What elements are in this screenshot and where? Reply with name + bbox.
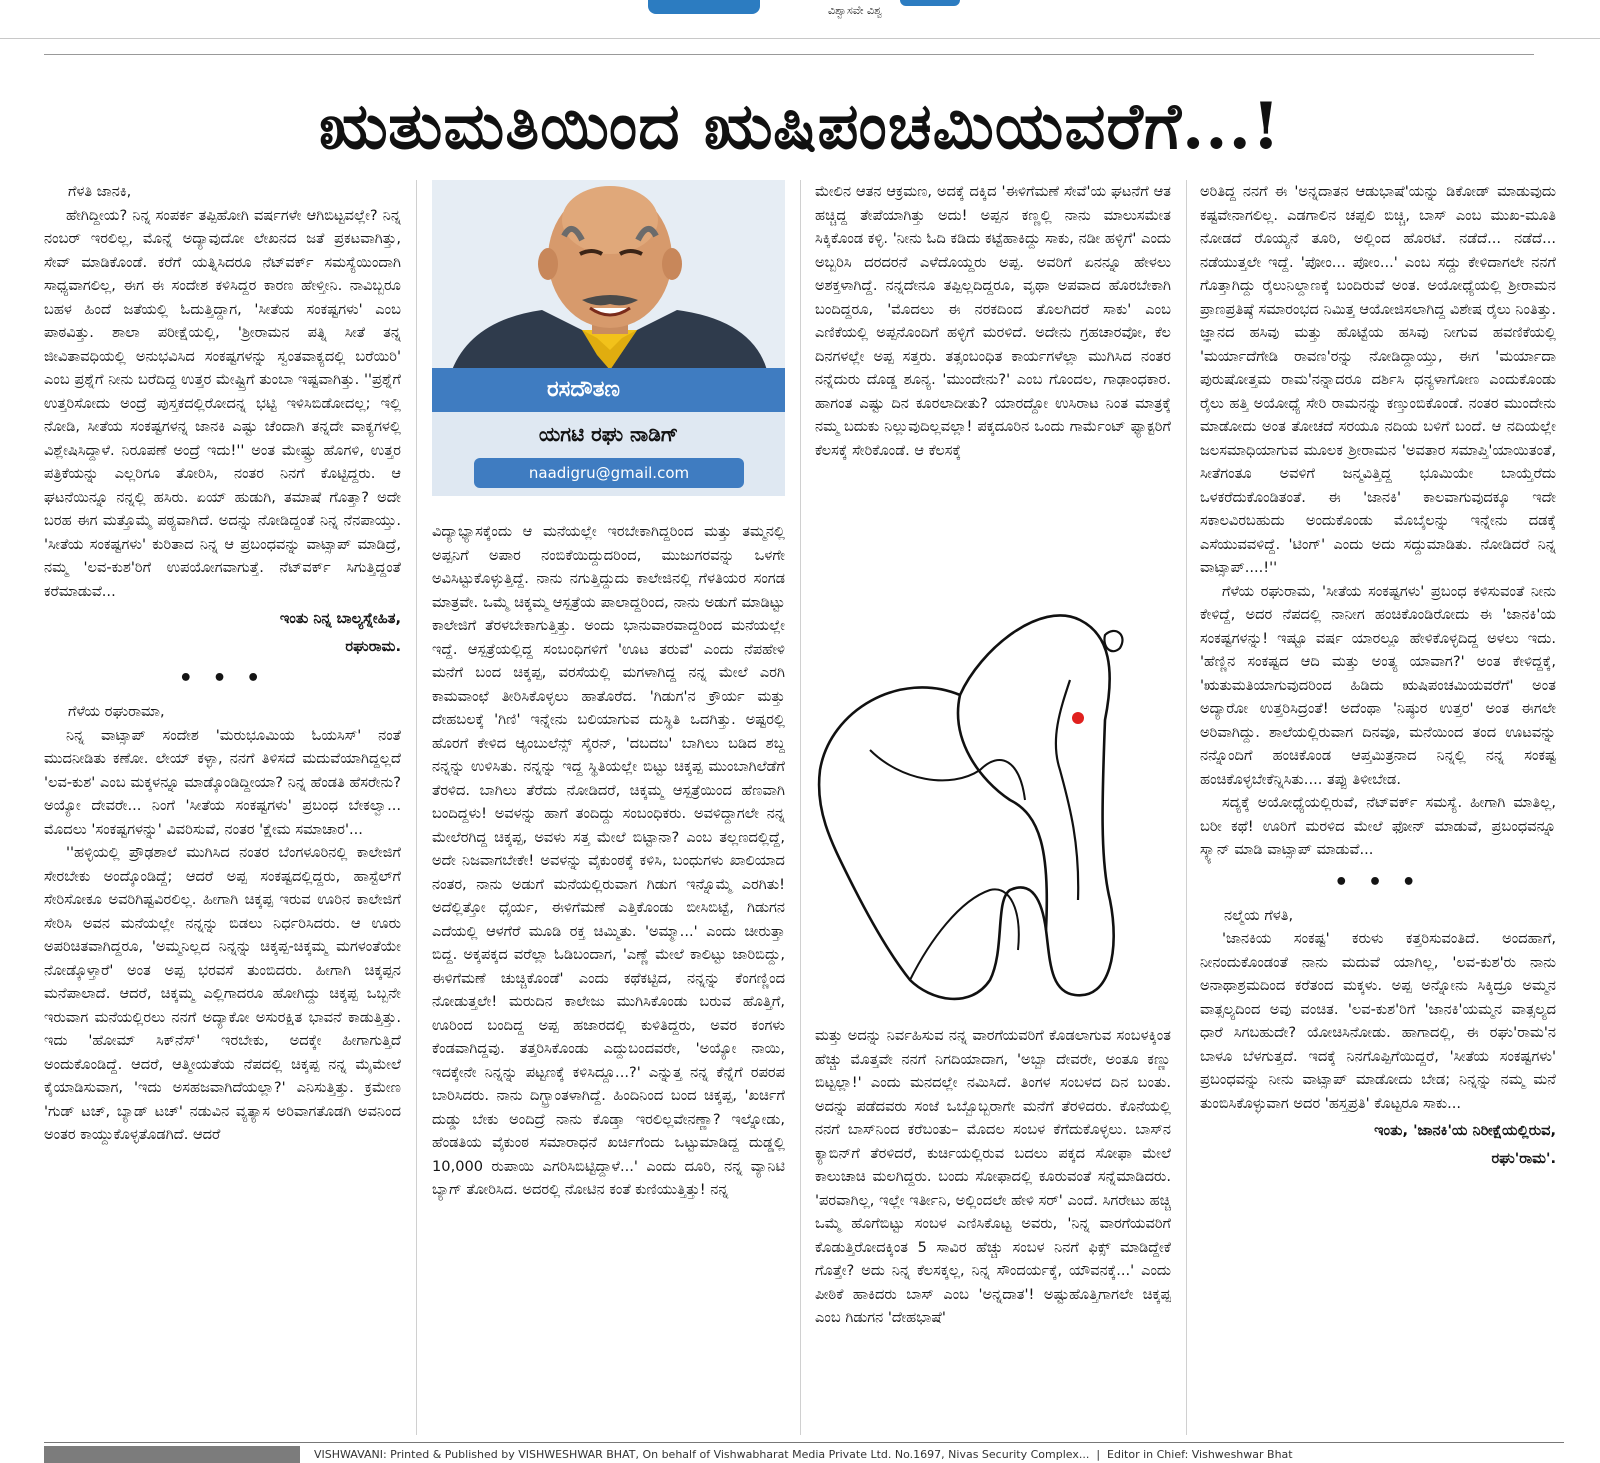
- top-rule: [44, 54, 1534, 55]
- column-divider: [416, 180, 417, 1435]
- column-divider: [1186, 180, 1187, 1435]
- column-3-top: [815, 180, 1171, 570]
- section-separator: • • •: [178, 666, 267, 691]
- column-3-bottom: [815, 1024, 1171, 1435]
- footer-imprint: VISHWAVANI: Printed & Published by VISHWESHWAR BHAT, On behalf of Vishwabharat Media Private Ltd. No.1697, Nivas Security Complex...: [314, 1448, 1090, 1461]
- masthead: [0, 0, 1600, 40]
- newspaper-logo-part: [900, 0, 960, 6]
- paragraph: ''ಹಳ್ಳಿಯಲ್ಲಿ ಪ್ರೌಢಶಾಲೆ ಮುಗಿಸಿದ ನಂತರ ಬೆಂಗಳೂರಿನಲ್ಲಿ ಕಾಲೇಜಿಗೆ ಸೇರಬೇಕು ಅಂದ್ಕೊಂಡಿದ್ದೆ; ಆದರೆ ಅಪ್ಪ ಸಂಕಷ್ಟದಲ್ಲಿದ್ದರು, ಹಾಸ್ಟೆಲ್‌ಗೆ ಸೇರಿಸೋಕೂ ಅವರಿಗಿಷ್ಟವಿರಲಿಲ್ಲ. ಹೀಗಾಗಿ ಚಿಕ್ಕಪ್ಪ ಇರುವ ಊರಿನ ಕಾಲೇಜಿಗೆ ಸೇರಿಸಿ ಅವನ ಮನೆಯಲ್ಲೇ ನನ್ನನ್ನು ಬಿಡಲು ನಿರ್ಧರಿಸಿದರು. ಆ ಊರು ಅಪರಿಚಿತವಾಗಿದ್ದರೂ, 'ಅಮ್ಮನಿಲ್ಲದ ನಿನ್ನನ್ನು ಚಿಕ್ಕಪ್ಪ-ಚಿಕ್ಕಮ್ಮ ಮಗಳಂತೆಯೇ ನೋಡ್ಕೊಳ್ತಾರೆ' ಅಂತ ಅಪ್ಪ ಭರವಸೆ ತುಂಬಿದರು. ಹೀಗಾಗಿ ಚಿಕ್ಕಪ್ಪನ ಮನೆಪಾಲಾದೆ. ಆದರೆ, ಚಿಕ್ಕಮ್ಮ ಎಲ್ಲಿಗಾದರೂ ಹೋಗಿದ್ದು ಚಿಕ್ಕಪ್ಪ ಒಬ್ಬನೇ ಇರುವಾಗ ಮನೆಯಲ್ಲಿರಲು ನನಗೆ ಅದ್ಯಾಕೋ ಅಸುರಕ್ಷಿತ ಭಾವನೆ ಕಾಡುತ್ತಿತ್ತು. ಇದು 'ಹೋಮ್ ಸಿಕ್‌ನೆಸ್' ಇರಬೇಕು, ಅದಕ್ಕೇ ಹೀಗಾಗುತ್ತಿದೆ ಅಂದುಕೊಂಡಿದ್ದೆ. ಆದರೆ, ಆತ್ಮೀಯತೆಯ ನೆಪದಲ್ಲಿ ಚಿಕ್ಕಪ್ಪ ನನ್ನ ಮೈಮೇಲೆ ಕೈಯಾಡಿಸುವಾಗ, 'ಇದು ಅಸಹಜವಾಗಿದೆಯಲ್ಲಾ?' ಎನಿಸುತ್ತಿತ್ತು. ಕ್ರಮೇಣ 'ಗುಡ್ ಟಚ್, ಬ್ಯಾಡ್ ಟಚ್' ನಡುವಿನ ವ್ಯತ್ಯಾಸ ಅರಿವಾಗತೊಡಗಿ ಅವನಿಂದ ಅಂತರ ಕಾಯ್ದುಕೊಳ್ಳತೊಡಗಿದೆ. ಆದರೆ: [44, 844, 401, 1143]
- salutation: ಗೆಳತಿ ಜಾನಕಿ,: [68, 183, 132, 200]
- signature-name: ರಘು'ರಾಮ'.: [1491, 1149, 1556, 1167]
- paragraph: ಸದ್ಯಕ್ಕೆ ಅಯೋಧ್ಯೆಯಲ್ಲಿರುವೆ, ನೆಟ್‌ವರ್ಕ್ ಸಮಸ್ಯೆ. ಹೀಗಾಗಿ ಮಾತಿಲ್ಲ, ಬರೀ ಕಥೆ! ಊರಿಗೆ ಮರಳಿದ ಮೇಲೆ ಫೋನ್ ಮಾಡುವೆ, ಪ್ರಬಂಧವನ್ನೂ ಸ್ಕ್ಯಾನ್ ಮಾಡಿ ವಾಟ್ಸಾಪ್ ಮಾಡುವೆ...: [1200, 794, 1556, 858]
- paragraph: ಮೇಲಿನ ಆತನ ಆಕ್ರಮಣ, ಅದಕ್ಕೆ ದಕ್ಕಿದ 'ಈಳಿಗೆಮಣೆ ಸೇವೆ'ಯ ಘಟನೆಗೆ ಆತ ಹಚ್ಚಿದ್ದ ತೇಪೆಯಾಗಿತ್ತು ಅದು! ಅಪ್ಪನ ಕಣ್ಣಲ್ಲಿ ನಾನು ಮಾಲುಸಮೇತ ಸಿಕ್ಕಿಕೊಂಡ ಕಳ್ಳಿ. 'ನೀನು ಓದಿ ಕಡಿದು ಕಟ್ಟೆಹಾಕಿದ್ದು ಸಾಕು, ನಡೀ ಹಳ್ಳಿಗೆ' ಎಂದು ಅಬ್ಬರಿಸಿ ದರದರನೆ ಎಳೆದೊಯ್ದರು ಅಪ್ಪ. ಅವರಿಗೆ ಏನನ್ನೂ ಹೇಳಲು ಅಶಕ್ತಳಾಗಿದ್ದೆ. ನನ್ನದೇನೂ ತಪ್ಪಿಲ್ಲದಿದ್ದರೂ, ವೃಥಾ ಅಪವಾದ ಹೊರಬೇಕಾಗಿ ಬಂದಿದ್ದರೂ, 'ಮೊದಲು ಈ ನರಕದಿಂದ ತೊಲಗಿದರೆ ಸಾಕು' ಎಂಬ ಎಣಿಕೆಯಲ್ಲಿ ಅಪ್ಪನೊಂದಿಗೆ ಹಳ್ಳಿಗೆ ಮರಳಿದೆ. ಅದೇನು ಗ್ರಹಚಾರವೋ, ಕೆಲ ದಿನಗಳಲ್ಲೇ ಅಪ್ಪ ಸತ್ತರು. ತತ್ಸಂಬಂಧಿತ ಕಾರ್ಯಗಳೆಲ್ಲಾ ಮುಗಿಸಿದ ನಂತರ ನನ್ನೆದುರು ದೊಡ್ಡ ಶೂನ್ಯ. 'ಮುಂದೇನು?' ಎಂಬ ಗೊಂದಲ, ಗಾಢಾಂಧಕಾರ. ಹಾಗಂತ ಎಷ್ಟು ದಿನ ಕೂರಲಾದೀತು? ಯಾರದ್ದೋ ಉಸಿರಾಟ ನಿಂತ ಮಾತ್ರಕ್ಕೆ ನಮ್ಮ ಬದುಕು ನಿಲ್ಲುವುದಿಲ್ಲವಲ್ಲಾ! ಪಕ್ಕದೂರಿನ ಒಂದು ಗಾರ್ಮೆಂಟ್ ಫ್ಯಾಕ್ಟರಿಗೆ ಕೆಲಸಕ್ಕೆ ಸೇರಿಕೊಂಡೆ. ಆ ಕೆಲಸಕ್ಕೆ: [815, 183, 1171, 459]
- column-1: [44, 180, 401, 1435]
- paragraph: ಅರಿತಿದ್ದ ನನಗೆ ಈ 'ಅನ್ನದಾತನ ಆಡುಭಾಷೆ'ಯನ್ನು ಡಿಕೋಡ್ ಮಾಡುವುದು ಕಷ್ಟವೇನಾಗಲಿಲ್ಲ. ಎಡಗಾಲಿನ ಚಪ್ಪಲಿ ಬಿಚ್ಚಿ, ಬಾಸ್ ಎಂಬ ಮುಖ-ಮೂತಿ ನೋಡದೆ ರೊಯ್ಯನೆ ತೂರಿ, ಅಲ್ಲಿಂದ ಹೊರಟೆ. ನಡೆದೆ... ನಡೆದೆ... ನಡೆಯುತ್ತಲೇ ಇದ್ದೆ. 'ಪೋಂ... ಪೋಂ...' ಎಂಬ ಸದ್ದು ಕೇಳಿದಾಗಲೇ ನನಗೆ ಗೊತ್ತಾಗಿದ್ದು ರೈಲುನಿಲ್ದಾಣಕ್ಕೆ ಬಂದಿರುವೆ ಅಂತ. ಅಯೋಧ್ಯೆಯಲ್ಲಿ ಶ್ರೀರಾಮನ ಪ್ರಾಣಪ್ರತಿಷ್ಠೆ ಸಮಾರಂಭದ ನಿಮಿತ್ತ ಆಯೋಜಿಸಲಾಗಿದ್ದ ವಿಶೇಷ ರೈಲು ನಿಂತಿತ್ತು. ಜ್ಞಾನದ ಹಸಿವು ಮತ್ತು ಹೊಟ್ಟೆಯ ಹಸಿವು ನೀಗುವ ಹವಣಿಕೆಯಲ್ಲಿ 'ಮರ್ಯಾದೆಗೇಡಿ ರಾವಣ'ರನ್ನು ನೋಡಿದ್ದಾಯ್ತು, ಈಗ 'ಮರ್ಯಾದಾ ಪುರುಷೋತ್ತಮ ರಾಮ'ನನ್ನಾದರೂ ದರ್ಶಿಸಿ ಧನ್ಯಳಾಗೋಣ ಎಂದುಕೊಂಡು ರೈಲು ಹತ್ತಿ ಅಯೋಧ್ಯೆ ಸೇರಿ ರಾಮನನ್ನು ಕಣ್ತುಂಬಿಕೊಂಡೆ. ನಂತರ ಮುಂದೇನು ಮಾಡೋದು ಅಂತ ತೋಚದೆ ಸರಯೂ ನದಿಯ ಬಳಿಗೆ ಬಂದೆ. ಆ ನದಿಯಲ್ಲೇ ಜಲಸಮಾಧಿಯಾಗುವ ಮೂಲಕ ಶ್ರೀರಾಮನ 'ಅವತಾರ ಸಮಾಪ್ತಿ'ಯಾಯಿತಂತೆ, ಸೀತೆಗಂತೂ ಅವಳಿಗೆ ಜನ್ಮವಿತ್ತಿದ್ದ ಭೂಮಿಯೇ ಬಾಯ್ತೆರೆದು ಒಳಕರೆದುಕೊಂಡಿತಂತೆ. ಈ 'ಜಾನಕಿ' ಕಾಲವಾಗುವುದಕ್ಕೂ ಇದೇ ಸಕಾಲವಿರಬಹುದು ಅಂದುಕೊಂಡು ಮೊಬೈಲನ್ನು ಇನ್ನೇನು ದಡಕ್ಕೆ ಎಸೆಯುವವಳಿದ್ದೆ. 'ಟಿಂಗ್' ಎಂದು ಅದು ಸದ್ದುಮಾಡಿತು. ನೋಡಿದರೆ ನಿನ್ನ ವಾಟ್ಸಾಪ್....!'': [1200, 183, 1556, 576]
- column-name: ರಸದೌತಣ: [432, 368, 785, 412]
- headline: ಋತುಮತಿಯಿಂದ ಋಷಿಪಂಚಮಿಯವರೆಗೆ...!: [319, 89, 1281, 164]
- author-portrait: [432, 180, 785, 370]
- footer: VISHWAVANI: Printed & Published by VISHWESHWAR BHAT, On behalf of Vishwabharat Media Private Ltd. No.1697, Nivas Security Complex... | Editor in Chief: Vishweshwar Bhat: [44, 1446, 1564, 1463]
- signature-line: ಇಂತು ನಿನ್ನ ಬಾಲ್ಯಸ್ನೇಹಿತ,: [279, 610, 401, 627]
- newspaper-logo: [648, 0, 760, 14]
- paragraph: ಗೆಳೆಯ ರಘುರಾಮ, 'ಸೀತೆಯ ಸಂಕಷ್ಟಗಳು' ಪ್ರಬಂಧ ಕಳಿಸುವಂತೆ ನೀನು ಕೇಳಿದ್ದೆ, ಅದರ ನೆಪದಲ್ಲಿ ನಾನೀಗ ಹಂಚಿಕೊಂಡಿರೋದು ಈ 'ಜಾನಕಿ'ಯ ಸಂಕಷ್ಟಗಳನ್ನು! ಇಷ್ಟೂ ವರ್ಷ ಯಾರಲ್ಲೂ ಹೇಳಿಕೊಳ್ಳದಿದ್ದ ಅಳಲು ಇದು. 'ಹೆಣ್ಣಿನ ಸಂಕಷ್ಟದ ಆದಿ ಮತ್ತು ಅಂತ್ಯ ಯಾವಾಗ?' ಅಂತ ಕೇಳಿದ್ದಕ್ಕೆ, 'ಋತುಮತಿಯಾಗುವುದರಿಂದ ಹಿಡಿದು ಋಷಿಪಂಚಮಿಯವರೆಗೆ' ಅಂತ ಅದ್ಯಾರೋ ಉತ್ತರಿಸಿದ್ರಂತೆ! ಅದೆಂಥಾ 'ನಿಷ್ಠುರ ಉತ್ತರ' ಅಂತ ಈಗಲೇ ಅರಿವಾಗಿದ್ದು. ಶಾಲೆಯಲ್ಲಿರುವಾಗ ದಿನವೂ, ಮನೆಯಿಂದ ತಂದ ಊಟವನ್ನು ನನ್ನೊಂದಿಗೆ ಹಂಚಿಕೊಂಡ ಆಪ್ತಮಿತ್ರನಾದ ನಿನ್ನಲ್ಲಿ ನನ್ನ ಸಂಕಷ್ಟ ಹಂಚಿಕೊಳ್ಳಬೇಕೆನ್ನಿಸಿತು.... ತಪ್ಪು ತಿಳೀಬೇಡ.: [1200, 582, 1556, 788]
- paragraph: ಹೇಗಿದ್ದೀಯ? ನಿನ್ನ ಸಂಪರ್ಕ ತಪ್ಪಿಹೋಗಿ ವರ್ಷಗಳೇ ಆಗಿಬಿಟ್ಟವಲ್ಲೇ? ನಿನ್ನ ನಂಬರ್ ಇರಲಿಲ್ಲ, ಮೊನ್ನೆ ಅದ್ಯಾವುದೋ ಲೇಖನದ ಜತೆ ಪ್ರಕಟವಾಗಿತ್ತು, ಸೇವ್ ಮಾಡಿಕೊಂಡೆ. ಕರೆಗೆ ಯತ್ನಿಸಿದರೂ ನೆಟ್‌ವರ್ಕ್ ಸಮಸ್ಯೆಯಿಂದಾಗಿ ಸಾಧ್ಯವಾಗಲಿಲ್ಲ, ಈಗ ಈ ಸಂದೇಶ ಕಳಿಸಿದ್ದರ ಕಾರಣ ಹೇಳ್ತೀನಿ. ನಾವಿಬ್ಬರೂ ಬಹಳ ಹಿಂದೆ ಜತೆಯಲ್ಲಿ ಓದುತ್ತಿದ್ದಾಗ, 'ಸೀತೆಯ ಸಂಕಷ್ಟಗಳು' ಎಂಬ ಪಾಠವಿತ್ತು. ಶಾಲಾ ಪರೀಕ್ಷೆಯಲ್ಲಿ, 'ಶ್ರೀರಾಮನ ಪತ್ನಿ ಸೀತೆ ತನ್ನ ಜೀವಿತಾವಧಿಯಲ್ಲಿ ಅನುಭವಿಸಿದ ಸಂಕಷ್ಟಗಳನ್ನು ಸ್ವಂತವಾಕ್ಯದಲ್ಲಿ ಬರೆಯಿರಿ' ಎಂಬ ಪ್ರಶ್ನೆಗೆ ನೀನು ಬರೆದಿದ್ದ ಉತ್ತರ ಮೇಷ್ಟ್ರಿಗೆ ತುಂಬಾ ಇಷ್ಟವಾಗಿತ್ತು. ''ಪ್ರಶ್ನೆಗೆ ಉತ್ತರಿಸೋದು ಅಂದ್ರೆ ಪುಸ್ತಕದಲ್ಲಿರೋದನ್ನ ಭಟ್ಟಿ ಇಳಿಸಿಬಿಡೋದಲ್ಲ; ಇಲ್ಲಿ ನೋಡಿ, ಸೀತೆಯ ಸಂಕಷ್ಟಗಳನ್ನ ಜಾನಕಿ ಎಷ್ಟು ಚೆಂದಾಗಿ ತನ್ನದೇ ವಾಕ್ಯಗಳಲ್ಲಿ ವಿಶ್ಲೇಷಿಸಿದ್ದಾಳೆ. ನಿರೂಪಣೆ ಅಂದ್ರೆ ಇದು!'' ಅಂತ ಮೇಷ್ಟ್ರು ಹೊಗಳಿ, ಉತ್ತರ ಪತ್ರಿಕೆಯನ್ನು ಎಲ್ಲರಿಗೂ ತೋರಿಸಿ, ನಂತರ ನಿನಗೆ ಕೊಟ್ಟಿದ್ದರು. ಆ ಘಟನೆಯಿನ್ನೂ ನನ್ನಲ್ಲಿ ಹಸಿರು. ಏಯ್ ಹುಡುಗಿ, ತಮಾಷೆ ಗೊತ್ತಾ? ಅದೇ ಬರಹ ಈಗ ಮತ್ತೊಮ್ಮೆ ಪಠ್ಯವಾಗಿದೆ. ಅದನ್ನು ನೋಡಿದ್ದಂತೆ ನಿನ್ನ ನೆನಪಾಯ್ತು. 'ಸೀತೆಯ ಸಂಕಷ್ಟಗಳು' ಕುರಿತಾದ ನಿನ್ನ ಆ ಪ್ರಬಂಧವನ್ನು ವಾಟ್ಸಾಪ್ ಮಾಡಿದ್ರೆ, ನಮ್ಮ 'ಲವ-ಕುಶ'ರಿಗೆ ಉಪಯೋಗವಾಗುತ್ತೆ. ನೆಟ್‌ವರ್ಕ್ ಸಿಗುತ್ತಿದ್ದಂತೆ ಕರೆಮಾಡುವೆ...: [44, 206, 401, 600]
- signature-name: ರಘುರಾಮ.: [345, 637, 401, 655]
- masthead-tagline: ವಿಶ್ವಾಸವೇ ವಿಶ್ವ: [828, 4, 883, 17]
- paragraph: ನಿನ್ನ ವಾಟ್ಸಾಪ್ ಸಂದೇಶ 'ಮರುಭೂಮಿಯ ಓಯಸಿಸ್' ನಂತೆ ಮುದನೀಡಿತು ಕಣೋ. ಲೇಯ್ ಕಳ್ಳಾ, ನನಗೆ ತಿಳಿಸದೆ ಮದುವೆಯಾಗಿದ್ದಲ್ಲದೆ 'ಲವ-ಕುಶ' ಎಂಬ ಮಕ್ಕಳನ್ನೂ ಮಾಡ್ಕೊಂಡಿದ್ದೀಯಾ? ನಿನ್ನ ಹೆಂಡತಿ ಹೆಸರೇನು? ಅಯ್ಯೋ ದೇವರೇ... ನಿಂಗೆ 'ಸೀತೆಯ ಸಂಕಷ್ಟಗಳು' ಪ್ರಬಂಧ ಬೇಕಲ್ವಾ... ಮೊದಲು 'ಸಂಕಷ್ಟಗಳನ್ನು' ವಿವರಿಸುವೆ, ನಂತರ 'ಕ್ಷೇಮ ಸಮಾಚಾರ'...: [44, 726, 401, 838]
- author-email: naadigru@gmail.com: [474, 458, 744, 488]
- paragraph: ಮತ್ತು ಅದನ್ನು ನಿರ್ವಹಿಸುವ ನನ್ನ ವಾರಗೆಯವರಿಗೆ ಕೊಡಲಾಗುವ ಸಂಬಳಕ್ಕಿಂತ ಹೆಚ್ಚು ಮೊತ್ತವೇ ನನಗೆ ನಿಗದಿಯಾದಾಗ, 'ಅಬ್ಬಾ ದೇವರೇ, ಅಂತೂ ಕಣ್ಣು ಬಿಟ್ಟಲ್ಲಾ!' ಎಂದು ಮನದಲ್ಲೇ ನಮಿಸಿದೆ. ತಿಂಗಳ ಸಂಬಳದ ದಿನ ಬಂತು. ಅದನ್ನು ಪಡೆದವರು ಸಂಜೆ ಒಬ್ಬೊಬ್ಬರಾಗೇ ಮನೆಗೆ ತೆರಳಿದರು. ಕೊನೆಯಲ್ಲಿ ನನಗೆ ಬಾಸ್‌ನಿಂದ ಕರೆಬಂತು– ಮೊದಲ ಸಂಬಳ ಕೆಗೆದುಕೊಳ್ಳಲು. ಬಾಸ್‌ನ ಕ್ಯಾಬಿನ್‌ಗೆ ತೆರಳಿದರೆ, ಕುರ್ಚಿಯಲ್ಲಿರುವ ಬದಲು ಪಕ್ಕದ ಸೋಫಾ ಮೇಲೆ ಕಾಲುಚಾಚಿ ಮಲಗಿದ್ದರು. ಬಂದು ಸೋಫಾದಲ್ಲಿ ಕೂರುವಂತೆ ಸನ್ನೆಮಾಡಿದರು. 'ಪರವಾಗಿಲ್ಲ, ಇಲ್ಲೇ ಇರ್ತೀನಿ, ಅಲ್ಲಿಂದಲೇ ಹೇಳಿ ಸರ್' ಎಂದೆ. ಸಿಗರೇಟು ಹಚ್ಚಿ ಒಮ್ಮೆ ಹೊಗೆಬಿಟ್ಟು ಸಂಬಳ ಎಣಿಸಿಕೊಟ್ಟ ಅವರು, 'ನಿನ್ನ ವಾರಗೆಯವರಿಗೆ ಕೊಡುತ್ತಿರೋದಕ್ಕಿಂತ 5 ಸಾವಿರ ಹೆಚ್ಚು ಸಂಬಳ ನಿನಗೆ ಫಿಕ್ಸ್ ಮಾಡಿದ್ದೇಕೆ ಗೊತ್ತೇ? ಅದು ನಿನ್ನ ಕೆಲಸಕ್ಕಲ್ಲ, ನಿನ್ನ ಸೌಂದರ್ಯಕ್ಕೆ, ಯೌವನಕ್ಕೆ...' ಎಂದು ಪೀಠಿಕೆ ಹಾಕಿದರು ಬಾಸ್ ಎಂಬ 'ಅನ್ನದಾತ'! ಅಷ್ಟುಹೊತ್ತಿಗಾಗಲೇ ಚಿಕ್ಕಪ್ಪ ಎಂಬ ಗಿಡುಗನ 'ದೇಹಭಾಷೆ': [815, 1027, 1171, 1326]
- byline-box: [432, 180, 785, 496]
- salutation: ಗೆಳೆಯ ರಘುರಾಮಾ,: [68, 703, 165, 720]
- paragraph: 'ಜಾನಕಿಯ ಸಂಕಷ್ಟ' ಕರುಳು ಕತ್ತರಿಸುವಂತಿದೆ. ಅಂದಹಾಗೆ, ನೀನಂದುಕೊಂಡಂತೆ ನಾನು ಮದುವೆ ಯಾಗಿಲ್ಲ, 'ಲವ-ಕುಶ'ರು ನಾನು ಅನಾಥಾಶ್ರಮದಿಂದ ಕರೆತಂದ ಮಕ್ಕಳು. ಅಪ್ಪ ಅನ್ನೋನು ಸಿಕ್ಕಿದ್ರೂ ಅಮ್ಮನ ವಾತ್ಸಲ್ಯದಿಂದ ಅವು ವಂಚಿತ. 'ಲವ-ಕುಶ'ರಿಗೆ 'ಜಾನಕಿ'ಯಮ್ಮನ ವಾತ್ಸಲ್ಯದ ಧಾರೆ ಸಿಗಬಹುದೇ? ಯೋಚಿಸಿನೋಡು. ಹಾಗಾದಲ್ಲಿ, ಈ ರಘು'ರಾಮ'ನ ಬಾಳೂ ಬೆಳಗುತ್ತದೆ. ಇದಕ್ಕೆ ನಿನಗೊಪ್ಪಿಗೆಯಿದ್ದರೆ, 'ಸೀತೆಯ ಸಂಕಷ್ಟಗಳು' ಪ್ರಬಂಧವನ್ನು ನೀನು ವಾಟ್ಸಾಪ್ ಮಾಡೋದು ಬೇಡ; ನಿನ್ನನ್ನು ನಮ್ಮ ಮನೆ ತುಂಬಿಸಿಕೊಳ್ಳುವಾಗ ಅದರ 'ಹಸ್ತಪ್ರತಿ' ಕೊಟ್ಟರೂ ಸಾಕು...: [1200, 930, 1556, 1112]
- column-4: [1200, 180, 1556, 1435]
- signature-line: ಇಂತು, 'ಜಾನಕಿ'ಯ ನಿರೀಕ್ಷೆಯಲ್ಲಿರುವ,: [1374, 1122, 1556, 1139]
- paragraph: ವಿದ್ಯಾಭ್ಯಾಸಕ್ಕೆಂದು ಆ ಮನೆಯಲ್ಲೇ ಇರಬೇಕಾಗಿದ್ದರಿಂದ ಮತ್ತು ತಮ್ಮನಲ್ಲಿ ಅಪ್ಪನಿಗೆ ಅಪಾರ ನಂಬಿಕೆಯಿದ್ದುದರಿಂದ, ಮುಜುಗರವನ್ನು ಒಳಗೇ ಅವಿಸಿಟ್ಟುಕೊಳ್ಳುತ್ತಿದ್ದೆ. ನಾನು ನಗುತ್ತಿದ್ದುದು ಕಾಲೇಜಿನಲ್ಲಿ ಗೆಳತಿಯರ ಸಂಗಡ ಮಾತ್ರವೇ. ಒಮ್ಮೆ ಚಿಕ್ಕಮ್ಮ ಆಸ್ಪತ್ರೆಯ ಪಾಲಾದ್ದರಿಂದ, ನಾನು ಅಡುಗೆ ಮಾಡಿಟ್ಟು ಕಾಲೇಜಿಗೆ ತೆರಳಬೇಕಾಗುತ್ತಿತ್ತು. ಅಂದು ಭಾನುವಾರವಾದ್ದರಿಂದ ಮನೆಯಲ್ಲೇ ಇದ್ದೆ. ಆಸ್ಪತ್ರೆಯಲ್ಲಿದ್ದ ಸಂಬಂಧಿಗಳಿಗೆ 'ಊಟ ತರುವೆ' ಎಂದು ನೆಪಹೇಳಿ ಮನೆಗೆ ಬಂದ ಚಿಕ್ಕಪ್ಪ, ವರಸೆಯಲ್ಲಿ ಮಗಳಾಗಿದ್ದ ನನ್ನ ಮೇಲೆ ಎರಗಿ ಕಾಮವಾಂಛೆ ತೀರಿಸಿಕೊಳ್ಳಲು ಹಾತೊರೆದ. 'ಗಿಡುಗ'ನ ಕ್ರೌರ್ಯ ಮತ್ತು ದೇಹಬಲಕ್ಕೆ 'ಗಿಣಿ' ಇನ್ನೇನು ಬಲಿಯಾಗುವ ದುಸ್ಥಿತಿ ಒದಗಿತ್ತು. ಅಷ್ಟರಲ್ಲಿ ಹೊರಗೆ ಕೇಳಿದ ಆ್ಯಂಬುಲೆನ್ಸ್ ಸೈರನ್, 'ದಬದಬ' ಬಾಗಿಲು ಬಡಿದ ಶಬ್ದ ನನ್ನನ್ನು ಉಳಿಸಿತು. ನನ್ನನ್ನು ಇದ್ದ ಸ್ಥಿತಿಯಲ್ಲೇ ಬಿಟ್ಟು ಚಿಕ್ಕಪ್ಪ ಮುಂಬಾಗಿಲೆಡೆಗೆ ತೆರಳಿದ. ಬಾಗಿಲು ತೆರೆದು ನೋಡಿದರೆ, ಚಿಕ್ಕಮ್ಮ ಆಸ್ಪತ್ರೆಯಿಂದ ಹೆಣವಾಗಿ ಬಂದಿದ್ದಳು! ಅವಳನ್ನು ಹಾಗೆ ತಂದಿದ್ದು ಸಂಬಂಧಿಕರು. ಅವಳಿದ್ದಾಗಲೇ ನನ್ನ ಮೇಲೆರಗಿದ್ದ ಚಿಕ್ಕಪ್ಪ, ಅವಳು ಸತ್ತ ಮೇಲೆ ಬಿಟ್ಟಾನಾ? ಎಂಬ ತಲ್ಲಣದಲ್ಲಿದ್ದೆ, ಅದೇ ನಿಜವಾಗಬೇಕೇ! ಅವಳನ್ನು ವೈಕುಂಠಕ್ಕೆ ಕಳಿಸಿ, ಬಂಧುಗಳು ಖಾಲಿಯಾದ ನಂತರ, ನಾನು ಅಡುಗೆ ಮನೆಯಲ್ಲಿರುವಾಗ ಗಿಡುಗ ಇನ್ನೊಮ್ಮೆ ಎರಗಿತು! ಅದೆಲ್ಲಿತ್ತೋ ಧೈರ್ಯ, ಈಳಿಗೆಮಣೆ ಎತ್ತಿಕೊಂಡು ಬೀಸಿಬಿಟ್ಟೆ, ಗಿಡುಗನ ಎದೆಯಲ್ಲಿ ಆಳಗೆರೆ ಮೂಡಿ ರಕ್ತ ಚಿಮ್ಮಿತು. 'ಅಮ್ಮಾ...' ಎಂದು ಚೀರುತ್ತಾ ಬಿದ್ದ. ಅಕ್ಕಪಕ್ಕದ ವರೆಲ್ಲಾ ಓಡಿಬಂದಾಗ, 'ಎಣ್ಣೆ ಮೇಲೆ ಕಾಲಿಟ್ಟು ಜಾರಿಬಿದ್ದು, ಈಳಿಗೆಮಣೆ ಚುಚ್ಚಿಕೊಂಡೆ' ಎಂದು ಕಥೆಕಟ್ಟಿದ, ನನ್ನನ್ನು ಕೆಂಗಣ್ಣಿಂದ ನೋಡುತ್ತಲೇ! ಮರುದಿನ ಕಾಲೇಜು ಮುಗಿಸಿಕೊಂಡು ಬರುವ ಹೊತ್ತಿಗೆ, ಊರಿಂದ ಬಂದಿದ್ದ ಅಪ್ಪ ಹಜಾರದಲ್ಲಿ ಕುಳಿತಿದ್ದರು, ಅವರ ಕಂಗಳು ಕೆಂಡವಾಗಿದ್ದವು. ತತ್ತರಿಸಿಕೊಂಡು ಎದ್ದುಬಂದವರೇ, 'ಅಯ್ಯೋ ನಾಯಿ, ಇದಕ್ಕೇನೇ ನಿನ್ನನ್ನು ಪಟ್ಟಣಕ್ಕೆ ಕಳಿಸಿದ್ದೂ...?' ಎನ್ನುತ್ತ ನನ್ನ ಕೆನ್ನೆಗೆ ರಪರಪ ಬಾರಿಸಿದರು. ನಾನು ದಿಗ್ಭ್ರಾಂತಳಾಗಿದ್ದೆ. ಹಿಂದಿನಿಂದ ಬಂದ ಚಿಕ್ಕಪ್ಪ, 'ಖರ್ಚಿಗೆ ದುಡ್ಡು ಬೇಕು ಅಂದಿದ್ರೆ ನಾನು ಕೊಡ್ತಾ ಇರಲಿಲ್ಲವೇನಣ್ಣಾ? ಇಲ್ನೋಡು, ಹೆಂಡತಿಯ ವೈಕುಂಠ ಸಮಾರಾಧನೆ ಖರ್ಚಿಗೆಂದು ಒಟ್ಟುಮಾಡಿದ್ದ ದುಡ್ಡಲ್ಲಿ 10,000 ರುಪಾಯಿ ಎಗರಿಸಿಬಿಟ್ಟಿದ್ದಾಳೆ...' ಎಂದು ದೂರಿ, ನನ್ನ ವ್ಯಾನಿಟಿ ಬ್ಯಾಗ್ ತೋರಿಸಿದ. ಅದರಲ್ಲಿ ನೋಟಿನ ಕಂತೆ ಕುಣಿಯುತ್ತಿತ್ತು! ನನ್ನ: [432, 523, 785, 1198]
- section-separator: • • •: [1334, 869, 1422, 895]
- footer-editor: Editor in Chief: Vishweshwar Bhat: [1107, 1448, 1293, 1461]
- author-name: ಯಗಟಿ ರಘು ನಾಡಿಗ್: [538, 422, 679, 446]
- line-art-illustration: [810, 600, 1170, 1020]
- footer-grey-block: [44, 1446, 300, 1463]
- column-divider: [800, 180, 801, 1435]
- salutation: ನಲ್ಮೆಯ ಗೆಳತಿ,: [1224, 906, 1294, 924]
- masthead-rule: [0, 38, 1600, 39]
- footer-rule: [44, 1442, 1564, 1443]
- column-2: [432, 520, 785, 1435]
